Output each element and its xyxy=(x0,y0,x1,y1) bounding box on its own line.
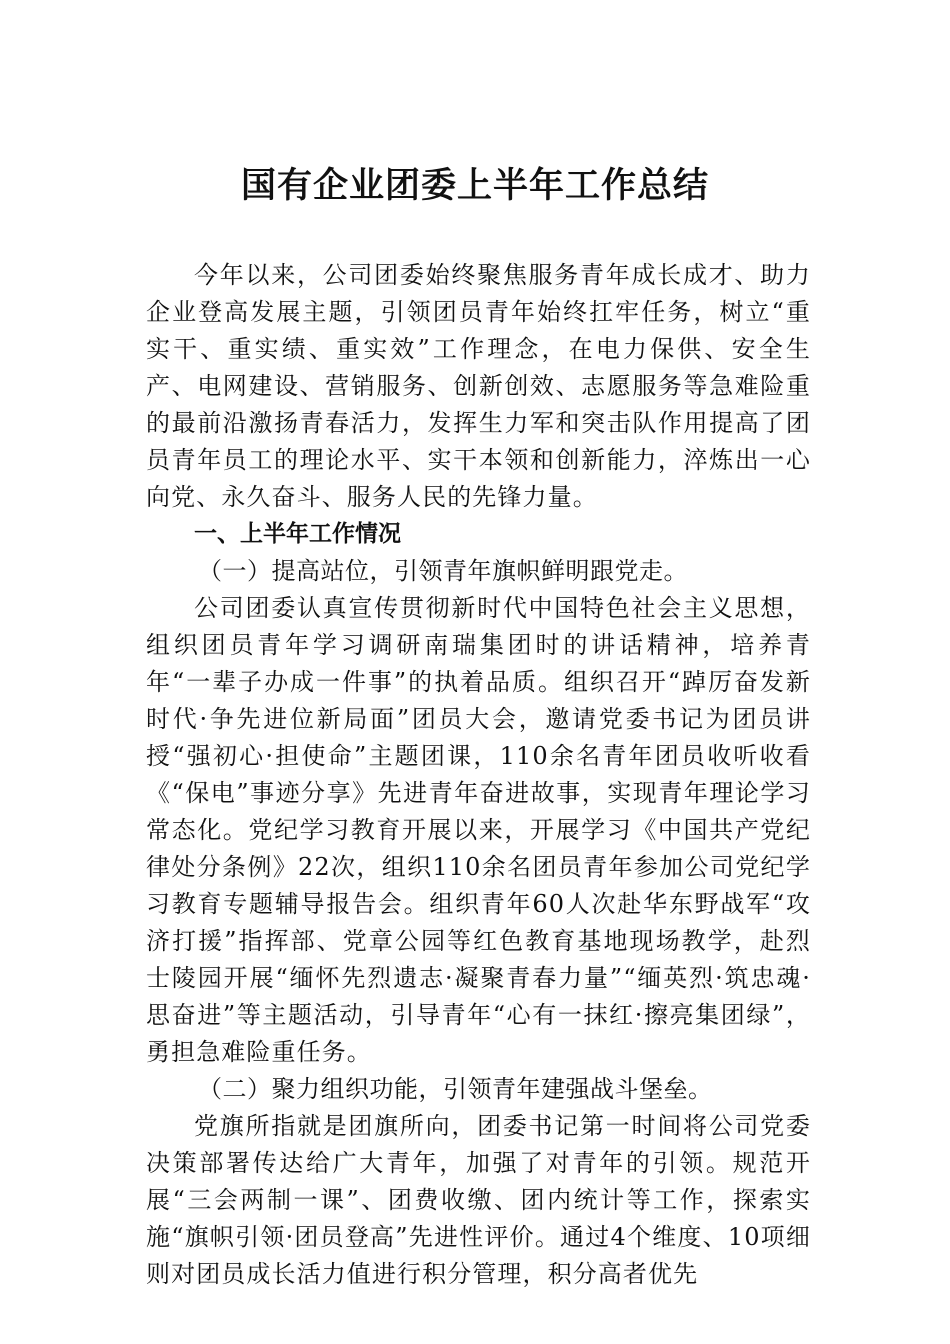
subsection-1-paragraph: 公司团委认真宣传贯彻新时代中国特色社会主义思想，组织团员青年学习调研南瑞集团时的讲话精神，培养青年“一辈子办成一件事”的执着品质。组织召开“踔厉奋发新时代·争先进位新局面”团员大会，邀请党委书记为团员讲授“强初心·担使命”主题团课，110余名青年团员收听收看《“保电”事迹分享》先进青年奋进故事，实现青年理论学习常态化。党纪学习教育开展以来，开展学习《中国共产党纪律处分条例》22次，组织110余名团员青年参加公司党纪学习教育专题辅导报告会。组织青年60人次赴华东野战军“攻济打援”指挥部、党章公园等红色教育基地现场教学，赴烈士陵园开展“缅怀先烈遗志·凝聚青春力量”“缅英烈·筑忠魂·思奋进”等主题活动，引导青年“心有一抹红·擦亮集团绿”，勇担急难险重任务。 xyxy=(146,594,811,1066)
subsection-heading-1: （一）提高站位，引领青年旗帜鲜明跟党走。 xyxy=(198,557,688,585)
document-body xyxy=(146,257,811,1293)
subsection-heading-2: （二）聚力组织功能，引领青年建强战斗堡垒。 xyxy=(198,1075,713,1103)
document-title: 国有企业团委上半年工作总结 xyxy=(240,165,709,206)
section-heading-1: 一、上半年工作情况 xyxy=(194,521,401,547)
intro-paragraph: 今年以来，公司团委始终聚焦服务青年成长成才、助力企业登高发展主题，引领团员青年始终扛牢任务，树立“重实干、重实绩、重实效”工作理念，在电力保供、安全生产、电网建设、营销服务、创新创效、志愿服务等急难险重的最前沿激扬青春活力，发挥生力军和突击队作用提高了团员青年员工的理论水平、实干本领和创新能力，淬炼出一心向党、永久奋斗、服务人民的先锋力量。 xyxy=(146,261,811,511)
subsection-2-paragraph: 党旗所指就是团旗所向，团委书记第一时间将公司党委决策部署传达给广大青年，加强了对青年的引领。规范开展“三会两制一课”、团费收缴、团内统计等工作，探索实施“旗帜引领·团员登高”先进性评价。通过4个维度、10项细则对团员成长活力值进行积分管理，积分高者优先 xyxy=(146,1112,811,1288)
